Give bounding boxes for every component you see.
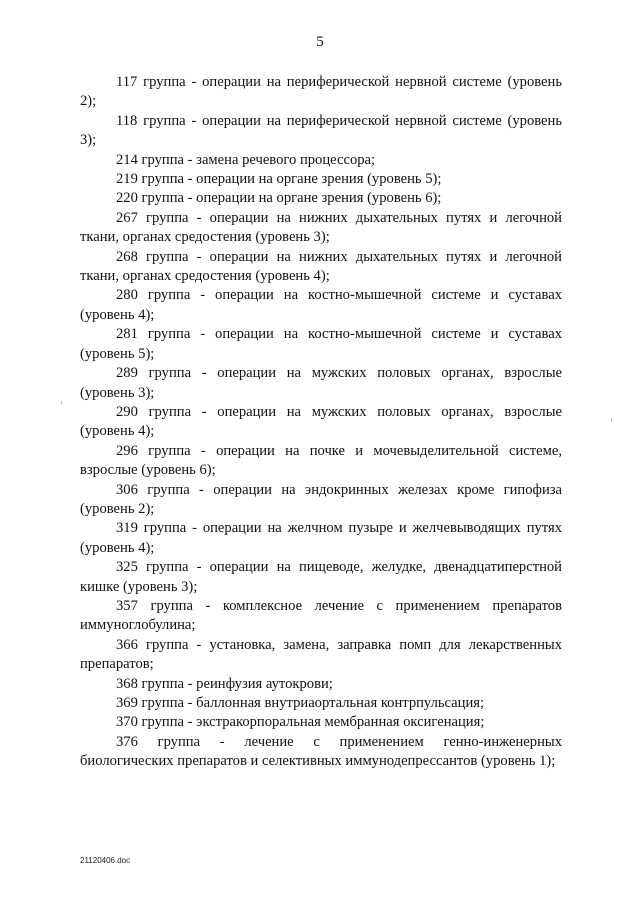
group-entry-290: 290 группа - операции на мужских половых органах, взрослые (уровень 4); — [80, 403, 562, 440]
group-entry-219: 219 группа - операции на органе зрения (уровень 5); — [116, 171, 442, 188]
group-entry-366: 366 группа - установка, замена, заправка помп для лекарственных препаратов; — [80, 636, 562, 673]
group-entry-319: 319 группа - операции на желчном пузыре и желчевыводящих путях (уровень 4); — [80, 520, 562, 556]
group-entry-306: 306 группа - операции на эндокринных железах кроме гипофиза (уровень 2); — [80, 481, 562, 517]
group-entry-214: 214 группа - замена речевого процессора; — [116, 151, 376, 168]
group-list — [80, 73, 562, 772]
group-entry-281: 281 группа - операции на костно-мышечной системе и суставах (уровень 5); — [80, 326, 562, 362]
document-filename: 21120406.doc — [80, 856, 131, 865]
group-entry-267: 267 группа - операции на нижних дыхательных путях и легочной ткани, органах средостения (уровень 3); — [80, 209, 562, 246]
group-entry-368: 368 группа - реинфузия аутокрови; — [116, 675, 333, 692]
group-entry-325: 325 группа - операции на пищеводе, желудке, двенадцатиперстной кишке (уровень 3); — [80, 559, 562, 595]
group-entry-376: 376 группа - лечение с применением генно-инженерных биологических препаратов и селективных иммунодепрессантов (уровень 1); — [80, 733, 562, 770]
group-entry-296: 296 группа - операции на почке и мочевыделительной системе, взрослые (уровень 6); — [80, 442, 562, 479]
scan-speck-right — [611, 418, 612, 421]
group-entry-117: 117 группа - операции на периферической нервной системе (уровень 2); — [80, 74, 562, 110]
group-entry-357: 357 группа - комплексное лечение с применением препаратов иммуноглобулина; — [80, 597, 562, 634]
group-entry-268: 268 группа - операции на нижних дыхательных путях и легочной ткани, органах средостения (уровень 4); — [80, 248, 562, 285]
group-entry-370: 370 группа - экстракорпоральная мембранная оксигенация; — [116, 714, 485, 731]
group-entry-118: 118 группа - операции на периферической нервной системе (уровень 3); — [80, 112, 562, 149]
group-entry-289: 289 группа - операции на мужских половых органах, взрослые (уровень 3); — [80, 365, 562, 401]
group-entry-280: 280 группа - операции на костно-мышечной системе и суставах (уровень 4); — [80, 287, 562, 323]
group-entry-369: 369 группа - баллонная внутриаортальная контрпульсация; — [116, 695, 485, 711]
group-entry-220: 220 группа - операции на органе зрения (уровень 6); — [116, 190, 442, 207]
scan-speck-left — [61, 401, 62, 404]
page-number: 5 — [316, 34, 324, 50]
